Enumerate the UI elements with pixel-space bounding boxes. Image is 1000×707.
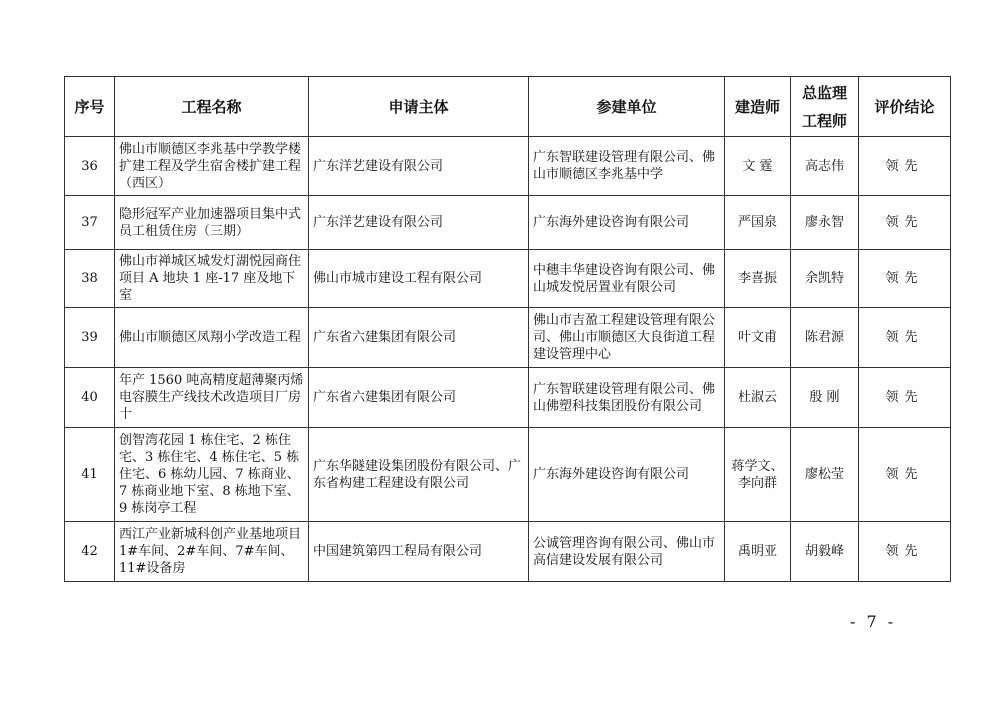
header-result: 评价结论 [859,77,951,137]
cell-participants: 中穗丰华建设咨询有限公司、佛山城发悦居置业有限公司 [529,250,725,308]
cell-supervisor: 殷 刚 [791,368,859,428]
cell-supervisor: 胡毅峰 [791,522,859,582]
cell-supervisor: 廖永智 [791,196,859,250]
table-row [65,368,951,428]
table-row [65,137,951,196]
cell-builder: 严国泉 [725,196,791,250]
cell-participants: 广东智联建设管理有限公司、佛山佛塑科技集团股份有限公司 [529,368,725,428]
cell-result: 领先 [859,308,951,368]
cell-project-name: 佛山市禅城区城发灯湖悦园商住项目 A 地块 1 座-17 座及地下室 [115,250,309,308]
cell-applicant: 广东省六建集团有限公司 [309,308,529,368]
table-row [65,428,951,522]
cell-builder: 蒋学文、李向群 [725,428,791,522]
cell-builder: 杜淑云 [725,368,791,428]
cell-builder: 文 霆 [725,137,791,196]
cell-no: 41 [65,428,115,522]
cell-applicant: 广东洋艺建设有限公司 [309,196,529,250]
cell-no: 36 [65,137,115,196]
evaluation-results-table [64,76,951,582]
cell-project-name: 隐形冠军产业加速器项目集中式员工租赁住房（三期） [115,196,309,250]
cell-result: 领先 [859,522,951,582]
cell-project-name: 佛山市顺德区李兆基中学教学楼扩建工程及学生宿舍楼扩建工程（西区） [115,137,309,196]
cell-no: 38 [65,250,115,308]
cell-participants: 广东智联建设管理有限公司、佛山市顺德区李兆基中学 [529,137,725,196]
cell-applicant: 佛山市城市建设工程有限公司 [309,250,529,308]
cell-applicant: 广东华隧建设集团股份有限公司、广东省构建工程建设有限公司 [309,428,529,522]
cell-applicant: 广东洋艺建设有限公司 [309,137,529,196]
cell-participants: 广东海外建设咨询有限公司 [529,196,725,250]
cell-project-name: 年产 1560 吨高精度超薄聚丙烯电容膜生产线技术改造项目厂房十 [115,368,309,428]
cell-result: 领先 [859,428,951,522]
cell-result: 领先 [859,137,951,196]
cell-applicant: 中国建筑第四工程局有限公司 [309,522,529,582]
cell-participants: 公诚管理咨询有限公司、佛山市高信建设发展有限公司 [529,522,725,582]
cell-project-name: 创智湾花园 1 栋住宅、2 栋住宅、3 栋住宅、4 栋住宅、5 栋住宅、6 栋幼儿园、7 栋商业、7 栋商业地下室、8 栋地下室、9 栋岗亭工程 [115,428,309,522]
header-supervisor: 总监理工程师 [791,77,859,137]
header-participants: 参建单位 [529,77,725,137]
cell-supervisor: 陈君源 [791,308,859,368]
page-number: - 7 - [850,612,897,631]
cell-project-name: 佛山市顺德区凤翔小学改造工程 [115,308,309,368]
cell-supervisor: 高志伟 [791,137,859,196]
cell-no: 40 [65,368,115,428]
table-row [65,522,951,582]
cell-result: 领先 [859,368,951,428]
header-project-name: 工程名称 [115,77,309,137]
cell-participants: 佛山市吉盈工程建设管理有限公司、佛山市顺德区大良街道工程建设管理中心 [529,308,725,368]
header-no: 序号 [65,77,115,137]
cell-supervisor: 余凯特 [791,250,859,308]
cell-result: 领先 [859,250,951,308]
cell-builder: 叶文甫 [725,308,791,368]
cell-participants: 广东海外建设咨询有限公司 [529,428,725,522]
cell-result: 领先 [859,196,951,250]
cell-no: 42 [65,522,115,582]
cell-builder: 禹明亚 [725,522,791,582]
table-row [65,250,951,308]
cell-no: 39 [65,308,115,368]
cell-no: 37 [65,196,115,250]
cell-builder: 李喜振 [725,250,791,308]
table-header-row [65,77,951,137]
table-row [65,196,951,250]
table-row [65,308,951,368]
cell-supervisor: 廖松莹 [791,428,859,522]
header-applicant: 申请主体 [309,77,529,137]
cell-applicant: 广东省六建集团有限公司 [309,368,529,428]
cell-project-name: 西江产业新城科创产业基地项目 1#车间、2#车间、7#车间、11#设备房 [115,522,309,582]
header-builder: 建造师 [725,77,791,137]
